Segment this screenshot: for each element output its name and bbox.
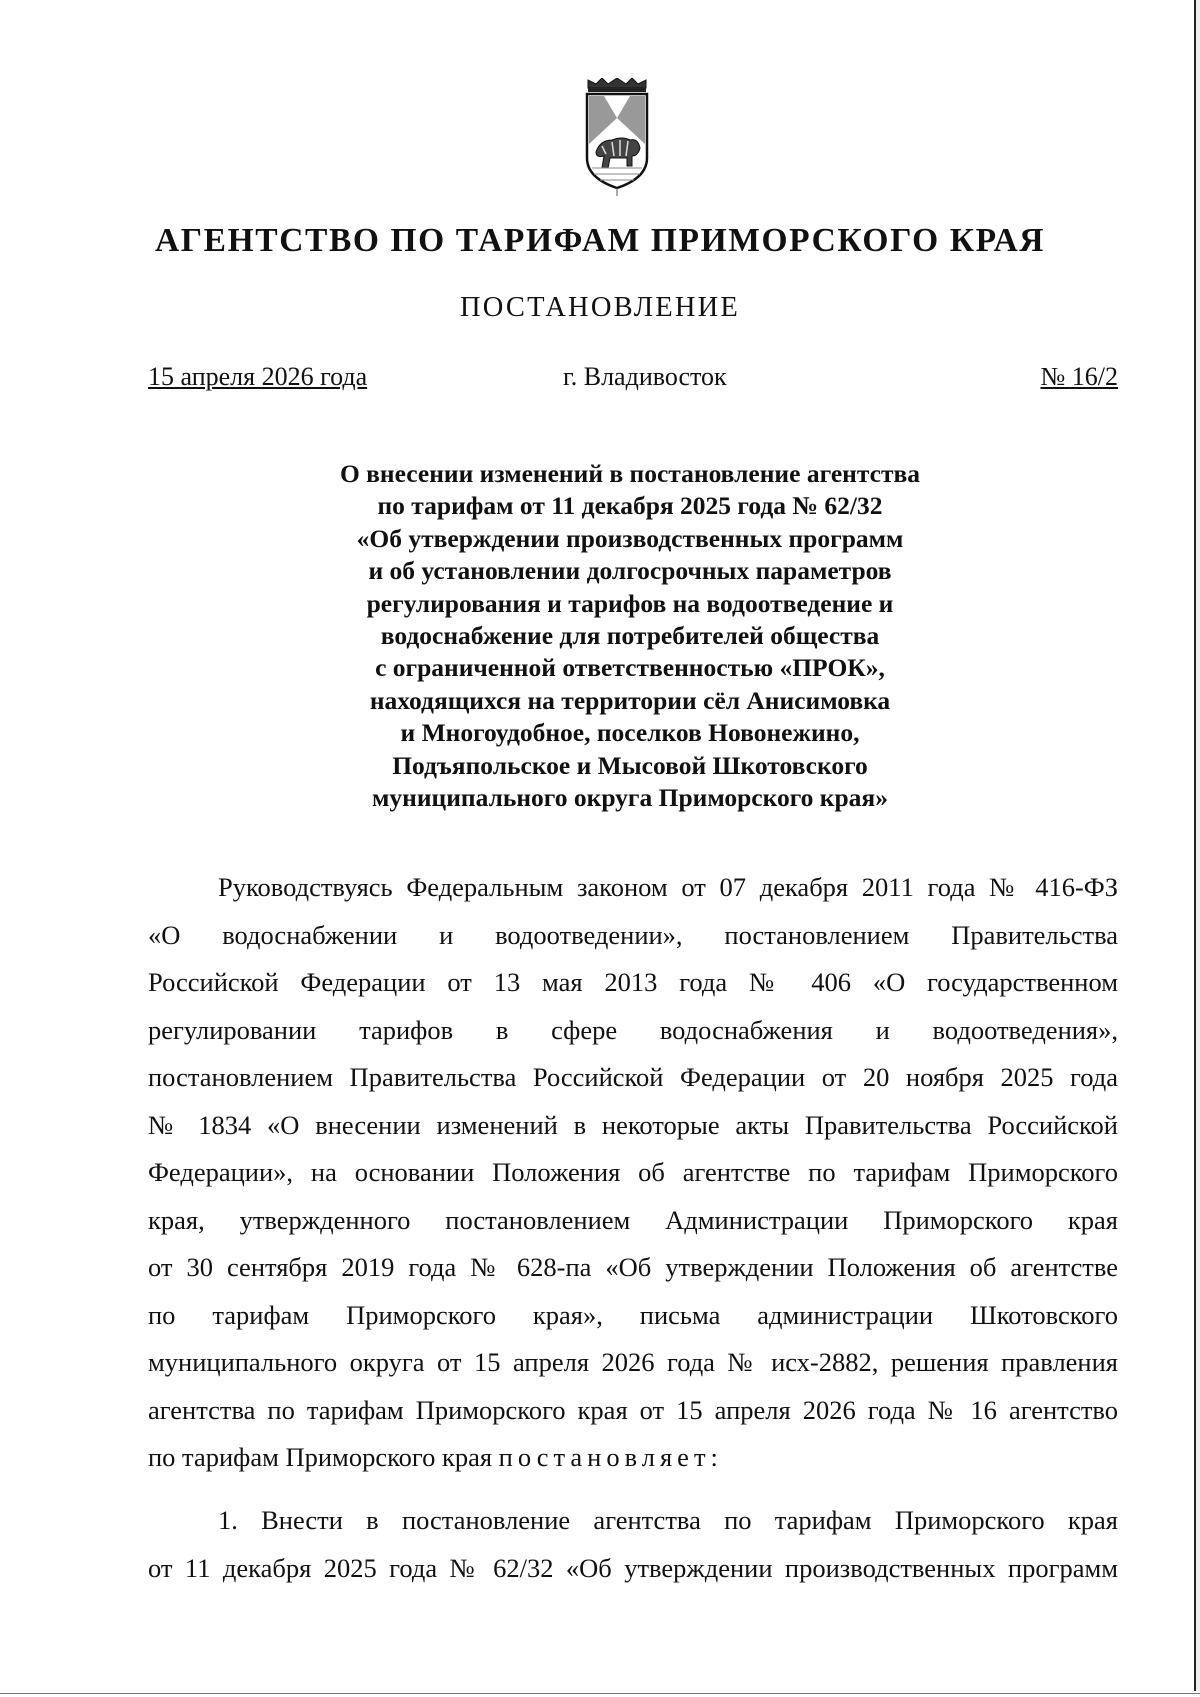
title-line: регулирования и тарифов на водоотведение и: [366, 588, 894, 618]
resolves-word: постановляет:: [498, 1442, 723, 1472]
paragraph-line: постановлением Правительства Российской Федерации от 20 ноября 2025 года: [148, 1062, 1118, 1092]
title-line: с ограниченной ответственностью «ПРОК»,: [375, 653, 885, 683]
paragraph-line: агентства по тарифам Приморского края от 15 апреля 2026 года № 16 агентство: [148, 1394, 1118, 1425]
document-city: г. Владивосток: [563, 362, 727, 391]
preamble-paragraph: [148, 864, 1118, 1482]
paragraph-line: от 11 декабря 2025 года № 62/32 «Об утверждении производственных программ: [148, 1552, 1118, 1583]
page-edge-bottom: [0, 1691, 1200, 1697]
document-date: 15 апреля 2026 года: [148, 362, 368, 391]
paragraph-line: 1. Внести в постановление агентства по тарифам Приморского края: [218, 1505, 1118, 1535]
title-line: водоснабжение для потребителей общества: [380, 621, 880, 651]
document-title: [240, 458, 1020, 814]
document-number: № 16/2: [1040, 362, 1118, 391]
paragraph-line: «О водоснабжении и водоотведении», постановлением Правительства: [148, 919, 1118, 950]
paragraph-line: от 30 сентября 2019 года № 628-па «Об утверждении Положения об агентстве: [148, 1252, 1118, 1282]
title-line: О внесении изменений в постановление агентства: [339, 459, 921, 488]
paragraph-line: края, утвержденного постановлением Администрации Приморского края: [148, 1204, 1118, 1235]
paragraph-line: № 1834 «О внесении изменений в некоторые акты Правительства Российской: [148, 1109, 1118, 1140]
paragraph-line: Руководствуясь Федеральным законом от 07 декабря 2011 года № 416-ФЗ: [218, 872, 1118, 902]
title-line: и Многоудобное, поселков Новонежино,: [400, 718, 860, 748]
paragraph-line: муниципального округа от 15 апреля 2026 года № исх-2882, решения правления: [148, 1347, 1118, 1377]
title-line: находящихся на территории сёл Анисимовка: [369, 685, 891, 715]
paragraph-line: Российской Федерации от 13 мая 2013 года № 406 «О государственном: [148, 967, 1118, 997]
paragraph-line-text: по тарифам Приморского края: [148, 1442, 493, 1472]
title-line: Подъяпольское и Мысовой Шкотовского: [392, 750, 868, 780]
coat-of-arms-emblem: [582, 78, 652, 196]
item-1-paragraph: [148, 1497, 1118, 1592]
title-line: и об установлении долгосрочных параметров: [368, 556, 892, 586]
title-line: «Об утверждении производственных программ: [356, 523, 904, 553]
paragraph-line: по тарифам Приморского края», письма администрации Шкотовского: [148, 1299, 1118, 1330]
paragraph-line: Федерации», на основании Положения об агентстве по тарифам Приморского: [148, 1157, 1118, 1187]
paragraph-line-final: [148, 1434, 1118, 1482]
paragraph-line: регулировании тарифов в сфере водоснабжения и водоотведения»,: [148, 1014, 1118, 1045]
title-line: по тарифам от 11 декабря 2025 года № 62/32: [377, 491, 883, 521]
agency-name-heading: АГЕНТСТВО ПО ТАРИФАМ ПРИМОРСКОГО КРАЯ: [154, 222, 1046, 259]
document-type-heading: ПОСТАНОВЛЕНИЕ: [459, 292, 741, 323]
title-line: муниципального округа Приморского края»: [372, 783, 888, 813]
